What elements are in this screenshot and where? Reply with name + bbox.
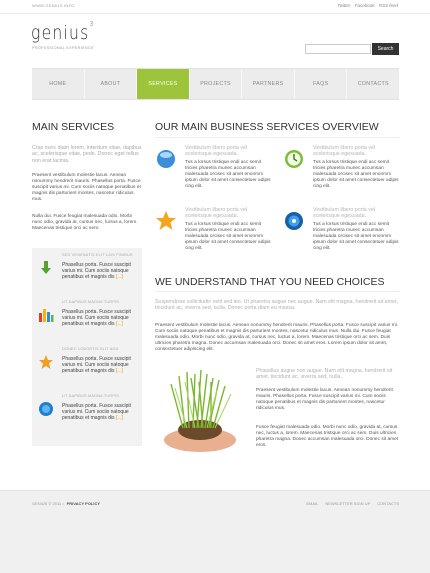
footer-email-link[interactable]: EMAIL <box>306 501 319 506</box>
read-more-link[interactable]: [...] <box>115 415 123 422</box>
nav-about[interactable]: ABOUT <box>85 69 138 99</box>
understand-intro: Suspendisse sollicitudin velit sed leo. Ut pharetra augue nec augue. Nam elit magna, hendrerit sit amet, tincidunt ac, viverra sed, nulla. Donec porta diam eu massa. <box>155 299 398 312</box>
main-services-intro: Cras nunc diam lorem, interdum vitae, dapibus ac, scelerisque vitae, pede. Donec eget tellus non erat lacinia. <box>32 145 142 164</box>
site-url: WWW.GENIUS.INFO <box>32 3 75 8</box>
service-box-text-body: Phasellus porta. Fusce suscipit varius mi. Cum sociis natoque penatibus et magnis dis <box>62 403 131 422</box>
service-box-text <box>62 262 138 281</box>
service-box-text <box>62 356 138 375</box>
main-services-body: Praesent vestibulum molestie lacus. Aenean nonummy hendrerit mauris. Phasellus porta. Fusce suscipit varius mi. Cum sociis natoque penatibus et magnis dis parturient montes, nascetur ridiculus mus. <box>32 173 141 202</box>
service-box-heading: UT DAPIBUS MAGNA TURPIS <box>62 300 119 304</box>
understand-title: WE UNDERSTAND THAT YOU NEED CHOICES <box>155 276 385 288</box>
star-icon <box>38 354 54 370</box>
understand-side-body-2: Fusce feugiat malesuada odio. Morbi nunc odio, gravida at, cursus nec, luctus a, lorem. Maecenas tristique orci ac sem. Duis ultricies pharetra magna. Donec accumsan malesuada orci. Donec sit amet eros. <box>256 425 399 448</box>
service-box-heading: DONEC LOBORTIS ELIT AGU <box>62 347 119 351</box>
overview-item-heading[interactable]: Vestibulum libero porta vel scelerisque egesuada. <box>313 145 376 158</box>
main-services-body-2: Nulla dui. Fusce feugiat malesuada odio. Morbi nunc odio, gravida at, cursus nec, luctus a, lorem. Maecenas tristique orci ac sem. <box>32 214 138 231</box>
service-box-text <box>62 309 138 328</box>
understand-body: Praesent vestibulum molestie lacus. Aenean nonummy hendrerit mauris. Phasellus porta. Fusce suscipit varius mi. Cum sociis natoque penatibus et magnis dis parturient montes, nascetur ridiculus mus. Nulla dui. Fusce feugiat malesuada odio. Morbi nunc odio, gravida at, cursus nec, luctus a, lorem. Maecenas tristique orci ac sem. Duis ultricies pharetra magna. Donec accumsan malesuada orci. Donec sit amet eros. Lorem ipsum dolor sit amet, consectetuer adipiscing elit. <box>155 323 399 352</box>
twitter-link[interactable]: Twitter <box>337 3 351 8</box>
understand-side-body: Praesent vestibulum molestie lacus. Aenean nonummy hendrerit mauris. Phasellus porta. Fusce suscipit varius mi. Cum sociis natoque penatibus et magnis dis parturient montes, nascetur ridiculus mus. <box>256 388 393 411</box>
service-box <box>32 389 142 447</box>
search-button[interactable]: Search <box>372 43 399 55</box>
main-services-title: MAIN SERVICES <box>32 121 115 133</box>
bar-chart-icon <box>38 307 54 323</box>
logo-superscript: 3 <box>89 20 95 28</box>
logo-tagline: PROFESSIONAL EXPERIENCE <box>32 46 94 50</box>
footer-contacts-link[interactable]: CONTACTS <box>377 501 399 506</box>
footer-copyright <box>32 501 100 506</box>
badge-icon <box>38 401 54 417</box>
read-more-link[interactable]: [...] <box>115 368 123 375</box>
overview-item-heading[interactable]: Vestibulum libero porta vel scelerisque egesuada. <box>185 145 248 158</box>
footer-newsletter-link[interactable]: NEWSLETTER SIGN UP <box>325 501 371 506</box>
service-box-text <box>62 403 138 422</box>
grass-in-hands-image <box>155 368 245 458</box>
logo-text: genius <box>31 22 90 44</box>
read-more-link[interactable]: [...] <box>115 321 123 328</box>
nav-faqs[interactable]: FAQS <box>295 69 348 99</box>
nav-contacts[interactable]: CONTACTS <box>357 81 389 87</box>
social-links <box>334 3 398 8</box>
privacy-policy-link[interactable]: PRIVACY POLICY <box>66 501 101 506</box>
search-input[interactable] <box>305 44 371 54</box>
overview-item-text: Tus a lorsus tristique endi acc semit tricies pharetra munec accumsan malesuada orcisec sit amet enonmm ipsum dolor sit amet consectetuer adipis cing elit. <box>313 222 399 251</box>
service-box-text-body: Phasellus porta. Fusce suscipit varius mi. Cum sociis natoque penatibus et magnis dis <box>62 356 131 375</box>
divider <box>155 291 399 292</box>
overview-item-text: Tus a lorsus tristique endi acc semit tricies pharetra munec accumsan malesuada orcisec sit amet enonmm ipsum dolor sit amet consectetuer adipis cing elit. <box>313 160 399 189</box>
overview-item-heading[interactable]: Vestibulum libero porta vel scelerisque egesuada. <box>185 207 248 220</box>
nav-projects[interactable]: PROJECTS <box>190 69 243 99</box>
download-arrow-icon <box>38 260 54 276</box>
overview-item-text: Tus a lorsus tristique endi acc semit tricies pharetra munec accumsan malesuada orcisec sit amet enonmm ipsum dolor sit amet consectetuer adipis cing elit. <box>185 222 271 251</box>
nav-partners[interactable]: PARTNERS <box>242 69 295 99</box>
top-bar <box>0 0 430 14</box>
blue-globe-icon <box>155 148 177 170</box>
main-navigation <box>32 68 399 100</box>
footer <box>0 490 430 573</box>
nav-services[interactable]: SERVICES <box>137 69 190 99</box>
overview-item-heading[interactable]: Vestibulum libero porta vel scelerisque egesuada. <box>313 207 376 220</box>
service-box-heading: SED VENENATIS ELIT LAIS FINIBUS <box>62 253 133 257</box>
service-box-text-body: Phasellus porta. Fusce suscipit varius mi. Cum sociis natoque penatibus et magnis dis <box>62 262 131 281</box>
read-more-link[interactable]: [...] <box>115 274 123 281</box>
nav-home[interactable]: HOME <box>32 69 85 99</box>
overview-title: OUR MAIN BUSINESS SERVICES OVERVIEW <box>155 121 379 133</box>
blue-orb-icon <box>283 210 305 232</box>
gold-star-icon <box>155 210 177 232</box>
copyright-text: GENIUS © 2011 • <box>32 501 64 506</box>
rss-feed-link[interactable]: RSS feed <box>378 3 398 8</box>
divider <box>155 137 399 138</box>
service-box-text-body: Phasellus porta. Fusce suscipit varius mi. Cum sociis natoque penatibus et magnis dis <box>62 309 131 328</box>
understand-side-heading: Phasellus augue non augue. Nam elit magna, hendrerit sit amet, tincidunt ac, viverra sed, nulla. <box>256 368 393 381</box>
site-logo[interactable] <box>31 22 94 44</box>
facebook-link[interactable]: Facebook <box>354 3 375 8</box>
footer-links <box>300 501 399 506</box>
clock-icon <box>283 148 305 170</box>
service-box-heading: UT DAPIBUS MAGNA TURPIS <box>62 394 119 398</box>
overview-item-text: Tus a lorsus tristique endi acc semit tricies pharetra munec accumsan malesuada orcisec sit amet enonmm ipsum dolor sit amet consectetuer adipis cing elit. <box>185 160 271 189</box>
